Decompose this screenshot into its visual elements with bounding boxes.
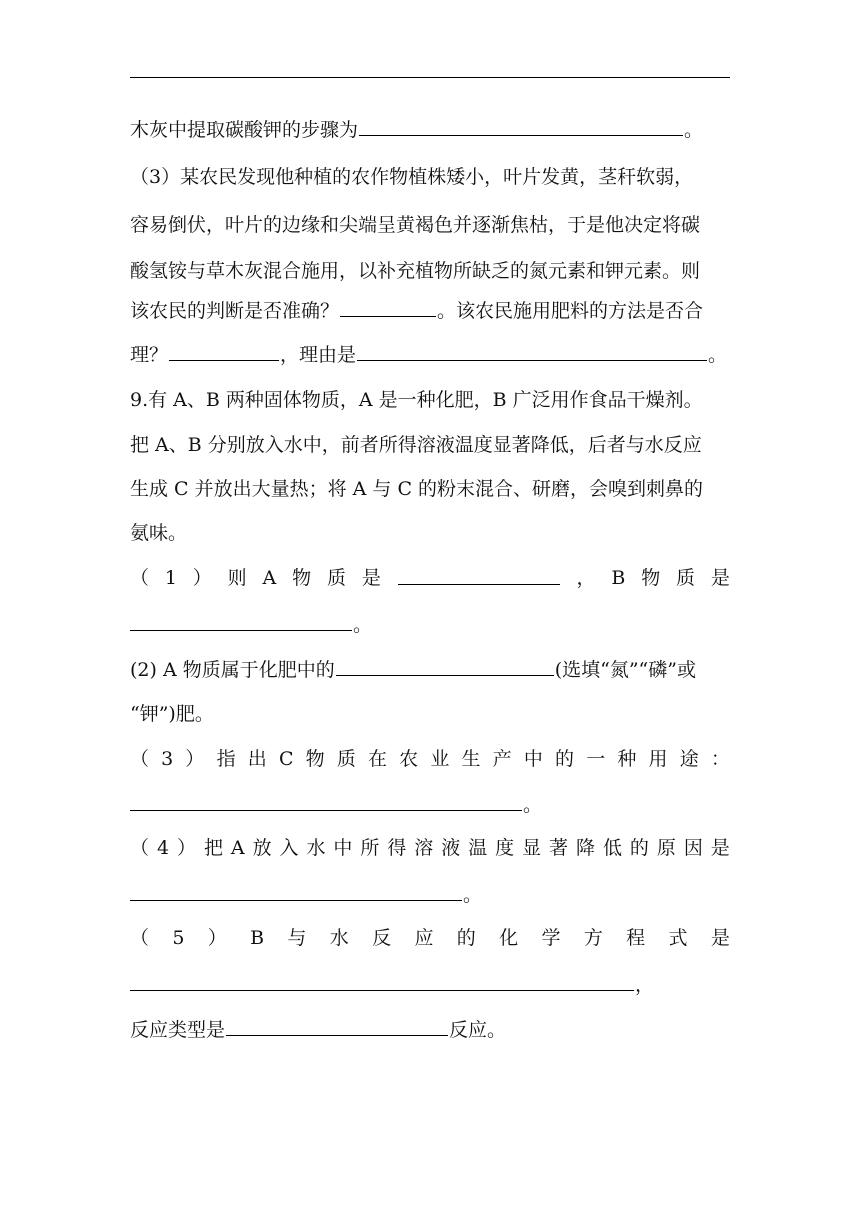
question-9-line-4: 氨味。 bbox=[130, 522, 188, 544]
sub-question-5-line: （ 5 ） B 与 水 反 应 的 化 学 方 程 式 是 bbox=[130, 927, 730, 949]
answer-blank[interactable] bbox=[130, 792, 522, 811]
header-rule bbox=[130, 77, 730, 78]
text-line-18: 。 bbox=[130, 882, 730, 906]
answer-blank[interactable] bbox=[130, 612, 352, 631]
sub-question-4-line: （ 4 ） 把 A 放 入 水 中 所 得 溶 液 温 度 显 著 降 低 的 原 因 是 bbox=[130, 837, 730, 859]
text-line-14: “钾”)肥。 bbox=[130, 703, 214, 725]
answer-blank[interactable] bbox=[359, 117, 683, 136]
text-line-21: 反应类型是 反应。 bbox=[130, 1019, 507, 1041]
question-9-line-1: 9.有 A、B 两种固体物质，A 是一种化肥，B 广泛用作食品干燥剂。 bbox=[130, 389, 703, 411]
answer-blank[interactable] bbox=[169, 342, 279, 361]
text-line-20: ， bbox=[130, 972, 730, 996]
answer-blank[interactable] bbox=[340, 298, 436, 317]
answer-blank[interactable] bbox=[398, 566, 560, 585]
text-line-16: 。 bbox=[130, 792, 730, 816]
text-line-4: 酸氢铵与草木灰混合施用，以补充植物所缺乏的氮元素和钾元素。则 bbox=[130, 260, 701, 282]
text-line-1: 木灰中提取碳酸钾的步骤为 。 bbox=[130, 119, 704, 141]
answer-blank[interactable] bbox=[130, 972, 634, 991]
question-9-line-3: 生成 C 并放出大量热；将 A 与 C 的粉末混合、研磨，会嗅到刺鼻的 bbox=[130, 478, 704, 500]
sub-question-3-line: （ 3 ） 指 出 C 物 质 在 农 业 生 产 中 的 一 种 用 途 ： bbox=[130, 748, 730, 770]
question-9-line-2: 把 A、B 分别放入水中，前者所得溶液温度显著降低，后者与水反应 bbox=[130, 434, 702, 456]
answer-blank[interactable] bbox=[357, 342, 707, 361]
text-line-6: 理？ ，理由是 。 bbox=[130, 344, 728, 366]
text-line-2: （3）某农民发现他种植的农作物植株矮小，叶片发黄，茎秆软弱， bbox=[130, 166, 694, 188]
text-line-3: 容易倒伏，叶片的边缘和尖端呈黄褐色并逐渐焦枯，于是他决定将碳 bbox=[130, 214, 701, 236]
sub-question-1-line: （ 1 ） 则 A 物 质 是 ， B 物 质 是 bbox=[130, 567, 730, 589]
text-line-5: 该农民的判断是否准确？ 。该农民施用肥料的方法是否合 bbox=[130, 300, 704, 322]
answer-blank[interactable] bbox=[130, 882, 462, 901]
answer-blank[interactable] bbox=[226, 1017, 448, 1036]
text-line-12: 。 bbox=[130, 612, 730, 636]
answer-blank[interactable] bbox=[336, 657, 554, 676]
sub-question-2-line: (2) A 物质属于化肥中的 (选填“氮”“磷”或 bbox=[130, 659, 696, 681]
